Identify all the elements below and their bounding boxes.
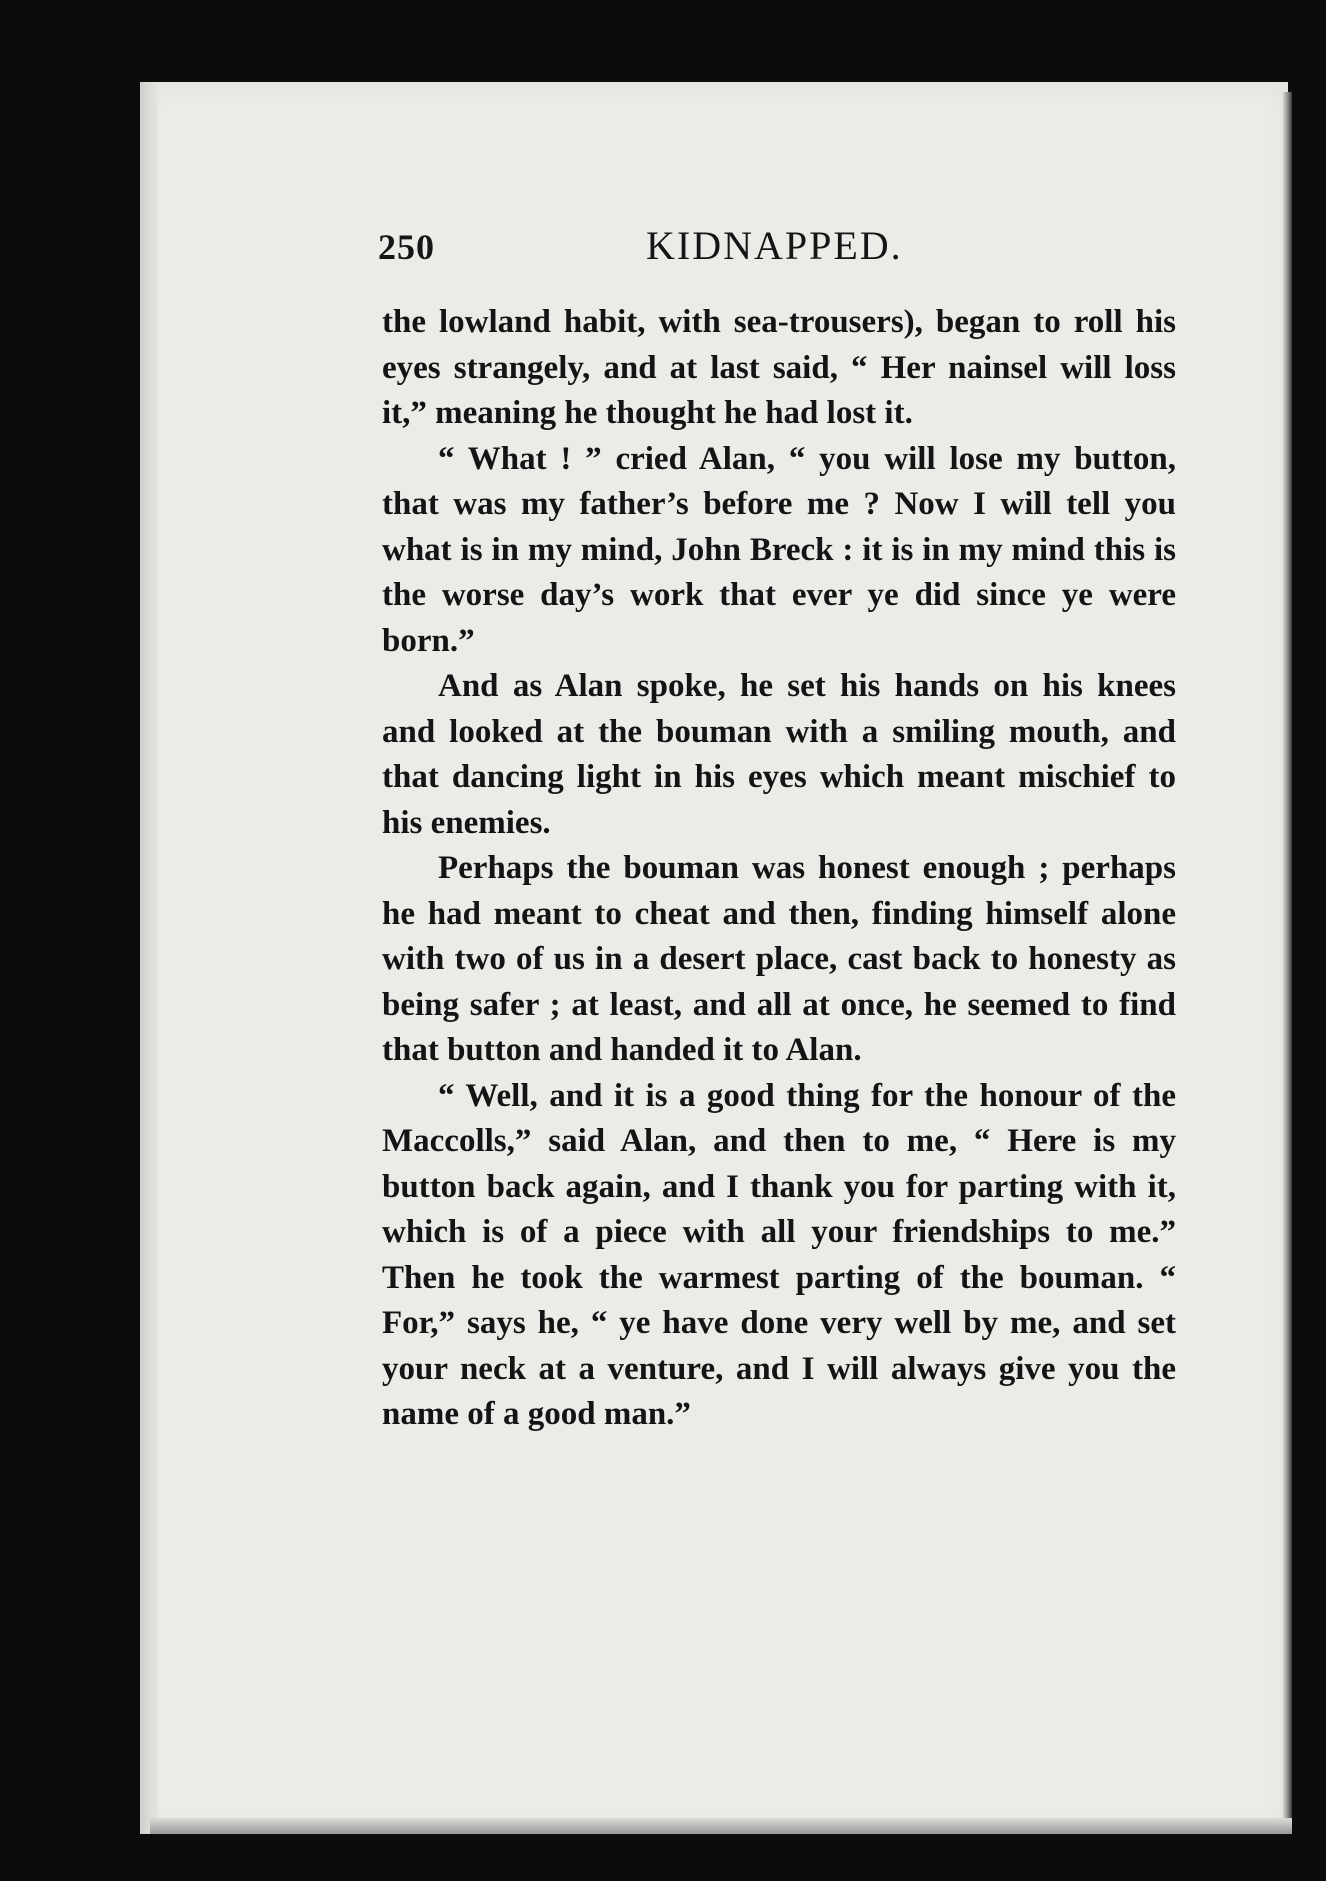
paragraph: And as Alan spoke, he set his hands on his knees and looked at the bouman with a smiling mouth, and that dancing light in his eyes which meant mischief to his enemies.: [382, 668, 1176, 841]
paragraph: “ Well, and it is a good thing for the honour of the Maccolls,” said Alan, and then to me, “ Here is my button back again, and I thank you for parting with it, which is of a piece with all your friendships to me.” Then he took the warmest parting of the bouman. “ For,” says he, “ ye have done very well by me, and set your neck at a venture, and I will always give you the name of a good man.”: [382, 1077, 1176, 1432]
paragraph: the lowland habit, with sea-trousers), began to roll his eyes strangely, and at last said, “ Her nainsel will loss it,” meaning he thought he had lost it.: [382, 304, 1176, 431]
page-left-edge: [140, 82, 158, 1834]
paragraph: “ What ! ” cried Alan, “ you will lose my button, that was my father’s before me ? Now I will tell you what is in my mind, John Breck : it is in my mind this is the worse day’s work that ever ye did since ye were born.”: [382, 440, 1176, 659]
page-header: [378, 218, 1178, 278]
body-text: [382, 300, 1176, 1438]
page-right-edge: [1282, 92, 1292, 1832]
page-number: 250: [378, 227, 435, 267]
running-head: KIDNAPPED.: [646, 223, 903, 268]
paragraph: Perhaps the bouman was honest enough ; perhaps he had meant to cheat and then, finding himself alone with two of us in a desert place, cast back to honesty as being safer ; at least, and all at once, he seemed to find that button and handed it to Alan.: [382, 850, 1176, 1068]
page-bottom-edge: [150, 1818, 1292, 1834]
